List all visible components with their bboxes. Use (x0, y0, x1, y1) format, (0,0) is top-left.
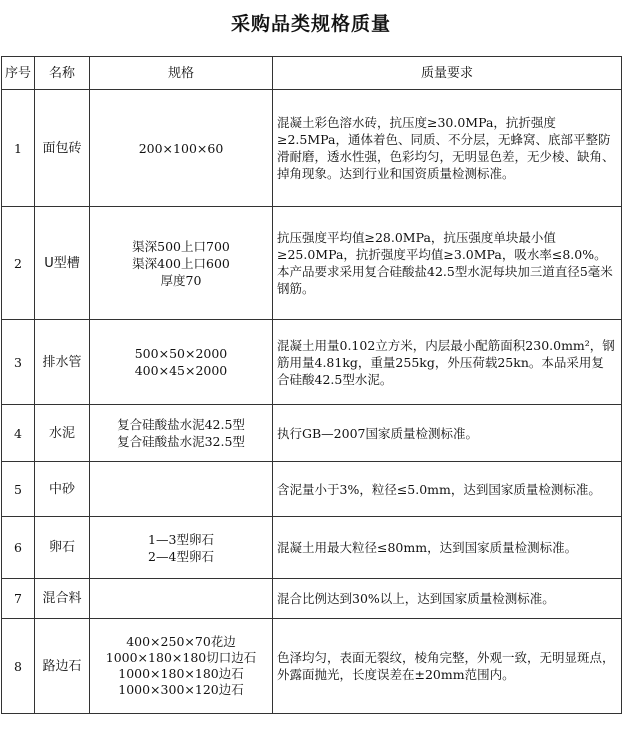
row-seq: 6 (2, 517, 35, 579)
table-row (2, 207, 622, 320)
spec-line: 2—4型卵石 (148, 548, 214, 564)
row-seq: 5 (2, 462, 35, 517)
spec-line: 500×50×2000 (134, 346, 228, 361)
row-spec (90, 579, 273, 619)
table-row (2, 405, 622, 462)
spec-line: 复合硅酸盐水泥42.5型 (117, 417, 245, 432)
row-name: U型槽 (35, 207, 90, 320)
row-spec (90, 320, 273, 405)
spec-line: 1000×180×180切口边石 (105, 650, 257, 665)
row-spec (90, 619, 273, 714)
table-row (2, 90, 622, 207)
row-name: 面包砖 (35, 90, 90, 207)
table-row (2, 462, 622, 517)
row-quality: 抗压强度平均值≥28.0MPa，抗压强度单块最小值≥25.0MPa，抗折强度平均值≥3.0MPa，吸水率≤8.0%。本产品要求采用复合硅酸盐42.5型水泥每块加三道直径5毫米钢筋。 (273, 207, 622, 320)
spec-line: 1000×300×120边石 (118, 682, 244, 697)
row-quality: 含泥量小于3%，粒径≤5.0mm，达到国家质量检测标准。 (273, 462, 622, 517)
row-name: 路边石 (35, 619, 90, 714)
row-name: 水泥 (35, 405, 90, 462)
table-header-row (2, 57, 622, 90)
row-name: 卵石 (35, 517, 90, 579)
document-title: 采购品类规格质量 (230, 13, 391, 35)
header-spec: 规格 (90, 57, 273, 90)
header-name: 名称 (35, 57, 90, 90)
spec-line: 200×100×60 (138, 140, 224, 156)
spec-line: 1—3型卵石 (148, 531, 214, 547)
table-body (2, 90, 622, 714)
table-row (2, 619, 622, 714)
row-seq: 3 (2, 320, 35, 405)
row-name: 中砂 (35, 462, 90, 517)
row-name: 排水管 (35, 320, 90, 405)
row-spec (90, 90, 273, 207)
row-quality: 色泽均匀，表面无裂纹，棱角完整，外观一致，无明显斑点，外露面抛光，长度误差在±20mm范围内。 (273, 619, 622, 714)
row-seq: 2 (2, 207, 35, 320)
row-spec (90, 405, 273, 462)
row-seq: 8 (2, 619, 35, 714)
table-row (2, 320, 622, 405)
row-seq: 7 (2, 579, 35, 619)
table-row (2, 517, 622, 579)
procurement-spec-table (1, 56, 622, 714)
spec-line: 渠深500上口700 (132, 238, 230, 254)
spec-line: 复合硅酸盐水泥32.5型 (117, 434, 245, 449)
header-seq: 序号 (2, 57, 35, 90)
row-quality: 混凝土彩色溶水砖，抗压度≥30.0MPa，抗折强度≥2.5MPa，通体着色、同质、不分层，无蜂窝、底部平整防滑耐磨，透水性强，色彩均匀，无明显色差，无少棱、缺角、掉角现象。达到行业和国资质量检测标准。 (273, 90, 622, 207)
header-quality: 质量要求 (273, 57, 622, 90)
spec-line: 1000×180×180边石 (118, 666, 244, 681)
row-quality: 执行GB—2007国家质量检测标准。 (273, 405, 622, 462)
row-seq: 1 (2, 90, 35, 207)
table-row (2, 579, 622, 619)
row-spec (90, 517, 273, 579)
spec-line: 渠深400上口600 (132, 255, 230, 271)
spec-line: 厚度70 (160, 272, 202, 288)
row-quality: 混凝土用最大粒径≤80mm，达到国家质量检测标准。 (273, 517, 622, 579)
row-spec (90, 462, 273, 517)
row-spec (90, 207, 273, 320)
row-quality: 混合比例达到30%以上，达到国家质量检测标准。 (273, 579, 622, 619)
spec-line: 400×45×2000 (134, 363, 228, 378)
row-quality: 混凝土用量0.102立方米，内层最小配筋面积230.0mm²，钢筋用量4.81kg，重量255kg，外压荷载25kn。本品采用复合硅酸42.5型水泥。 (273, 320, 622, 405)
row-seq: 4 (2, 405, 35, 462)
row-name: 混合料 (35, 579, 90, 619)
spec-line: 400×250×70花边 (126, 634, 236, 649)
